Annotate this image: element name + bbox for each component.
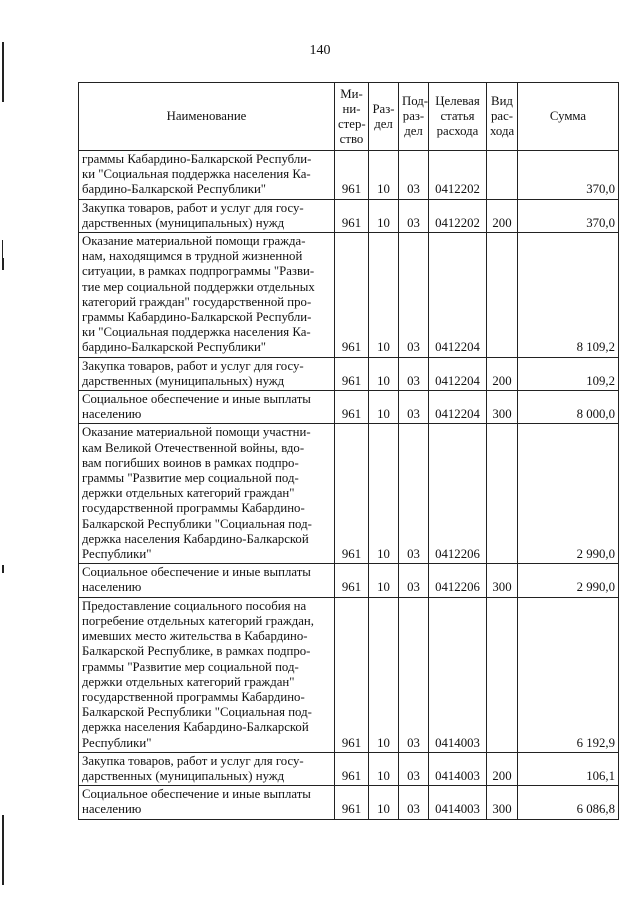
row-expense-type (487, 597, 518, 752)
header-subsection: Под- раз- дел (399, 83, 429, 151)
row-name: Закупка товаров, работ и услуг для госу- дарственных (муниципальных) нужд (79, 199, 335, 232)
row-amount: 370,0 (518, 151, 619, 200)
row-subsection: 03 (399, 357, 429, 390)
row-target: 0412204 (429, 391, 487, 424)
table-row (79, 752, 619, 785)
row-amount: 106,1 (518, 752, 619, 785)
row-expense-type: 300 (487, 786, 518, 819)
row-section: 10 (369, 391, 399, 424)
row-subsection: 03 (399, 564, 429, 597)
row-expense-type: 200 (487, 752, 518, 785)
row-ministry: 961 (335, 199, 369, 232)
row-target: 0412206 (429, 564, 487, 597)
row-name: Социальное обеспечение и иные выплаты населению (79, 391, 335, 424)
row-amount: 370,0 (518, 199, 619, 232)
row-expense-type (487, 151, 518, 200)
scan-margin-mark (2, 240, 3, 260)
row-amount: 6 192,9 (518, 597, 619, 752)
row-target: 0414003 (429, 786, 487, 819)
row-section: 10 (369, 357, 399, 390)
scan-margin-mark (2, 815, 4, 885)
row-expense-type: 200 (487, 357, 518, 390)
scan-margin-mark (2, 565, 4, 573)
row-expense-type: 300 (487, 564, 518, 597)
header-ministry: Ми- ни- стер- ство (335, 83, 369, 151)
row-subsection: 03 (399, 752, 429, 785)
row-section: 10 (369, 199, 399, 232)
row-target: 0412202 (429, 151, 487, 200)
row-name: Закупка товаров, работ и услуг для госу- дарственных (муниципальных) нужд (79, 357, 335, 390)
table-row (79, 233, 619, 358)
row-ministry: 961 (335, 597, 369, 752)
header-section: Раз- дел (369, 83, 399, 151)
budget-table (78, 82, 619, 820)
table-row (79, 786, 619, 819)
row-subsection: 03 (399, 597, 429, 752)
row-name: Закупка товаров, работ и услуг для госу- дарственных (муниципальных) нужд (79, 752, 335, 785)
row-name: Оказание материальной помощи гражда- нам, находящимся в трудной жизненной ситуации, в рамках подпрограммы "Разви- тие мер социальной поддержки отдельных категорий граждан" государственной про- граммы Кабардино-Балкарской Республи- ки "Социальная поддержка населения Ка- бардино-Балкарской Республики" (79, 233, 335, 358)
header-name: Наименование (79, 83, 335, 151)
row-ministry: 961 (335, 391, 369, 424)
table-row (79, 151, 619, 200)
row-section: 10 (369, 233, 399, 358)
row-subsection: 03 (399, 233, 429, 358)
row-target: 0412206 (429, 424, 487, 564)
row-subsection: 03 (399, 424, 429, 564)
row-subsection: 03 (399, 151, 429, 200)
row-ministry: 961 (335, 786, 369, 819)
table-row (79, 597, 619, 752)
table-row (79, 199, 619, 232)
row-section: 10 (369, 786, 399, 819)
row-expense-type: 200 (487, 199, 518, 232)
row-ministry: 961 (335, 233, 369, 358)
table-row (79, 424, 619, 564)
row-amount: 8 000,0 (518, 391, 619, 424)
row-section: 10 (369, 752, 399, 785)
row-amount: 6 086,8 (518, 786, 619, 819)
page-number: 140 (309, 43, 331, 58)
scan-margin-mark (2, 258, 4, 270)
row-subsection: 03 (399, 786, 429, 819)
scan-margin-mark (2, 42, 4, 102)
row-target: 0414003 (429, 752, 487, 785)
row-ministry: 961 (335, 752, 369, 785)
row-name: Социальное обеспечение и иные выплаты населению (79, 786, 335, 819)
header-target: Целевая статья расхода (429, 83, 487, 151)
table-row (79, 564, 619, 597)
row-section: 10 (369, 424, 399, 564)
row-expense-type (487, 233, 518, 358)
row-target: 0412204 (429, 357, 487, 390)
table-row (79, 357, 619, 390)
table-row (79, 391, 619, 424)
row-expense-type: 300 (487, 391, 518, 424)
row-subsection: 03 (399, 199, 429, 232)
row-section: 10 (369, 564, 399, 597)
row-amount: 8 109,2 (518, 233, 619, 358)
header-amount: Сумма (518, 83, 619, 151)
row-target: 0412202 (429, 199, 487, 232)
row-name: граммы Кабардино-Балкарской Республи- ки "Социальная поддержка населения Ка- бардино-Балкарской Республики" (79, 151, 335, 200)
row-subsection: 03 (399, 391, 429, 424)
header-expense-type: Вид рас- хода (487, 83, 518, 151)
row-name: Предоставление социального пособия на погребение отдельных категорий граждан, имевших место жительства в Кабардино- Балкарской Республике, в рамках подпро- граммы "Развитие мер социальной под- держки отдельных категорий граждан" государственной программы Кабардино- Балкарской Республики "Социальная под- держка населения Кабардино-Балкарской Республики" (79, 597, 335, 752)
row-amount: 109,2 (518, 357, 619, 390)
row-amount: 2 990,0 (518, 564, 619, 597)
row-target: 0414003 (429, 597, 487, 752)
row-target: 0412204 (429, 233, 487, 358)
row-ministry: 961 (335, 424, 369, 564)
table-header-row (79, 83, 619, 151)
row-expense-type (487, 424, 518, 564)
row-ministry: 961 (335, 151, 369, 200)
row-amount: 2 990,0 (518, 424, 619, 564)
row-ministry: 961 (335, 564, 369, 597)
row-name: Социальное обеспечение и иные выплаты населению (79, 564, 335, 597)
row-section: 10 (369, 597, 399, 752)
row-name: Оказание материальной помощи участни- кам Великой Отечественной войны, вдо- вам погибших воинов в рамках подпро- граммы "Развитие мер социальной под- держки отдельных категорий граждан" государственной программы Кабардино- Балкарской Республики "Социальная под- держка населения Кабардино-Балкарской Республики" (79, 424, 335, 564)
row-section: 10 (369, 151, 399, 200)
row-ministry: 961 (335, 357, 369, 390)
